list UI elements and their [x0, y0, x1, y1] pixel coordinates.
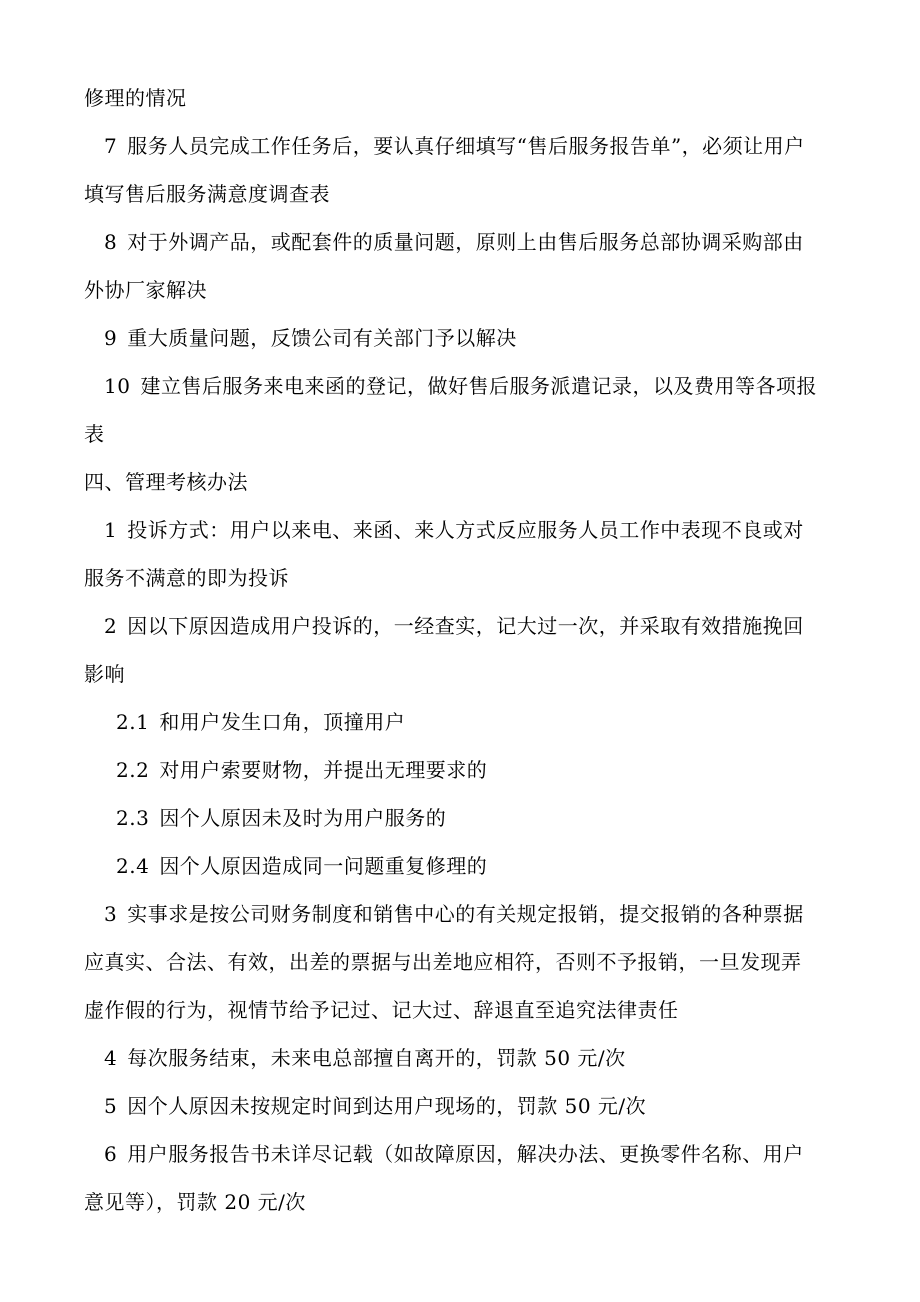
item-number: 2	[104, 614, 118, 638]
item-number: 7	[104, 134, 118, 158]
sub-list-item	[116, 804, 446, 832]
list-item	[104, 1092, 646, 1120]
item-number: 2.2	[116, 758, 150, 782]
list-item	[104, 516, 804, 544]
text-line	[84, 180, 330, 208]
line-text: 表	[84, 422, 105, 446]
line-text: 影响	[84, 662, 125, 686]
line-text: 对于外调产品，或配套件的质量问题，原则上由售后服务总部协调采购部由	[127, 230, 804, 254]
line-text: 服务不满意的即为投诉	[84, 566, 289, 590]
text-line	[84, 564, 289, 592]
line-text: 建立售后服务来电来函的登记，做好售后服务派遣记录，以及费用等各项报	[140, 374, 817, 398]
line-text: 外协厂家解决	[84, 278, 207, 302]
line-text: 实事求是按公司财务制度和销售中心的有关规定报销，提交报销的各种票据	[127, 902, 804, 926]
item-number: 1	[104, 518, 118, 542]
item-number: 2.3	[116, 806, 150, 830]
line-text: 因个人原因未按规定时间到达用户现场的，罚款 50 元/次	[127, 1094, 647, 1118]
list-item	[104, 900, 804, 928]
line-text: 对用户索要财物，并提出无理要求的	[159, 758, 488, 782]
line-text: 服务人员完成工作任务后，要认真仔细填写“售后服务报告单”，必须让用户	[127, 134, 805, 158]
sub-list-item	[116, 852, 487, 880]
text-line	[84, 660, 125, 688]
item-number: 4	[104, 1046, 118, 1070]
line-text: 意见等），罚款 20 元/次	[84, 1190, 306, 1214]
list-item	[104, 612, 804, 640]
sub-list-item	[116, 708, 405, 736]
line-text: 用户服务报告书未详尽记载（如故障原因，解决办法、更换零件名称、用户	[127, 1142, 804, 1166]
line-text: 应真实、合法、有效，出差的票据与出差地应相符，否则不予报销，一旦发现弄	[84, 950, 802, 974]
item-number: 2.4	[116, 854, 150, 878]
list-item	[104, 1140, 804, 1168]
item-number: 9	[104, 326, 118, 350]
section-heading	[84, 468, 248, 496]
line-text: 修理的情况	[84, 86, 187, 110]
item-number: 5	[104, 1094, 118, 1118]
sub-list-item	[116, 756, 487, 784]
list-item	[104, 372, 817, 400]
line-text: 和用户发生口角，顶撞用户	[159, 710, 406, 734]
text-line	[84, 420, 105, 448]
line-text: 四、管理考核办法	[84, 470, 248, 494]
line-text: 每次服务结束，未来电总部擅自离开的，罚款 50 元/次	[127, 1046, 626, 1070]
text-line	[84, 1188, 306, 1216]
line-text: 因个人原因未及时为用户服务的	[159, 806, 447, 830]
line-text: 填写售后服务满意度调查表	[84, 182, 330, 206]
list-item	[104, 1044, 626, 1072]
item-number: 8	[104, 230, 118, 254]
line-text: 因以下原因造成用户投诉的，一经查实，记大过一次，并采取有效措施挽回	[127, 614, 804, 638]
item-number: 10	[104, 374, 131, 398]
text-line	[84, 84, 187, 112]
item-number: 2.1	[116, 710, 150, 734]
line-text: 重大质量问题，反馈公司有关部门予以解决	[127, 326, 517, 350]
item-number: 6	[104, 1142, 118, 1166]
text-line	[84, 996, 679, 1024]
list-item	[104, 132, 805, 160]
line-text: 虚作假的行为，视情节给予记过、记大过、辞退直至追究法律责任	[84, 998, 679, 1022]
item-number: 3	[104, 902, 118, 926]
list-item	[104, 324, 517, 352]
line-text: 投诉方式：用户以来电、来函、来人方式反应服务人员工作中表现不良或对	[127, 518, 804, 542]
text-line	[84, 948, 802, 976]
line-text: 因个人原因造成同一问题重复修理的	[159, 854, 488, 878]
text-line	[84, 276, 207, 304]
list-item	[104, 228, 804, 256]
